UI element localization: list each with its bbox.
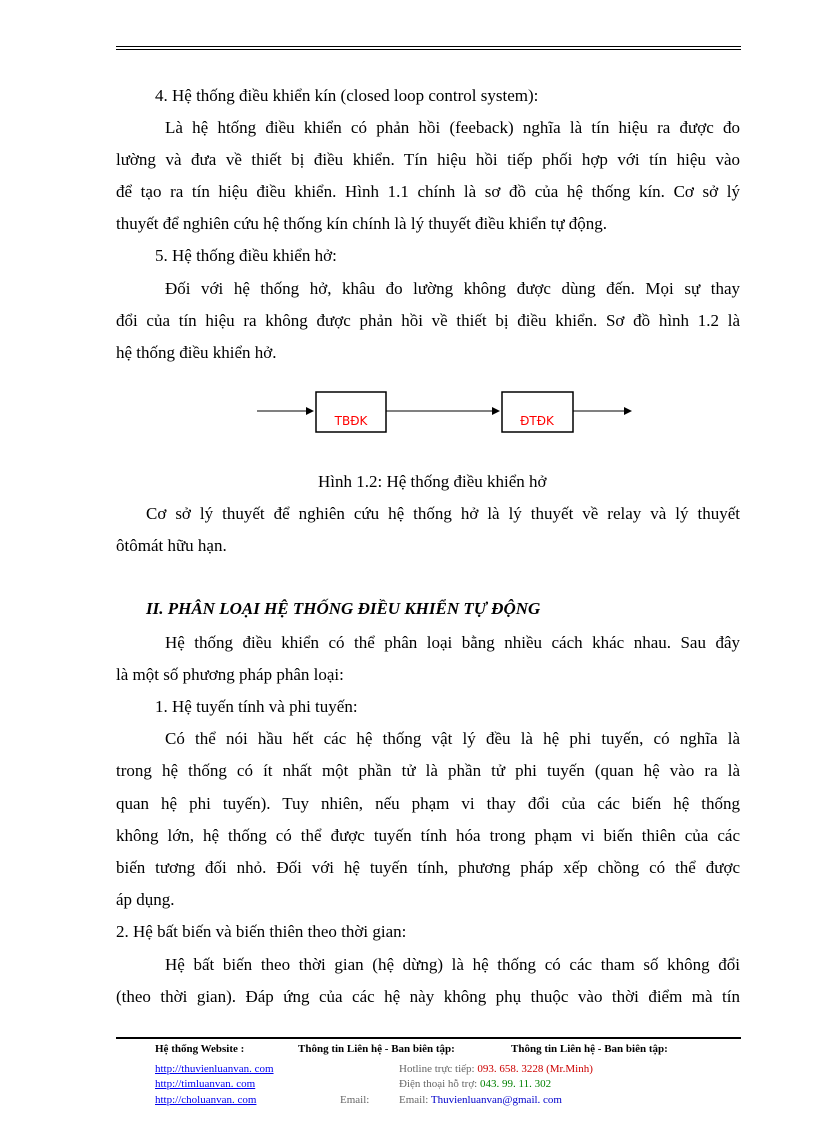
footer-rule (116, 1037, 741, 1039)
figure-caption: Hình 1.2: Hệ thống điều khiển hở (318, 472, 547, 491)
email-label: Email: (399, 1094, 431, 1106)
text-line: Là hệ htống điều khiển có phản hồi (feeback) nghĩa là tín hiệu ra được đo (165, 118, 740, 137)
text-line: áp dụng. (116, 890, 175, 909)
text-line: quan hệ phi tuyến). Tuy nhiên, nếu phạm vi thay đổi của các biến hệ thống (116, 794, 740, 813)
controller-block-label: TBĐK (334, 414, 368, 428)
hotline-value: 093. 658. 3228 (Mr.Minh) (477, 1063, 593, 1075)
text-line: hệ thống điều khiển hở. (116, 343, 277, 362)
footer-hotline (399, 1062, 593, 1076)
header-rule-bottom (116, 49, 741, 50)
open-loop-diagram (255, 390, 635, 434)
footer-link-choluanvan[interactable]: http://choluanvan. com (155, 1094, 257, 1106)
text-line: ôtômát hữu hạn. (116, 536, 227, 555)
text-line: để tạo ra tín hiệu điều khiển. Hình 1.1 chính là sơ đồ của hệ thống kín. Cơ sở lý (116, 182, 740, 201)
text-line: lường và đưa về thiết bị điều khiển. Tín hiệu hồi tiếp phối hợp với tín hiệu vào (116, 150, 740, 169)
text-line: là một số phương pháp phân loại: (116, 665, 344, 684)
footer-email (399, 1093, 562, 1107)
text-line: trong hệ thống có ít nhất một phần tử là phần tử phi tuyến (quan hệ vào ra là (116, 761, 740, 780)
footer-email-label-left: Email: (340, 1094, 370, 1106)
text-line: Đối với hệ thống hở, khâu đo lường không được dùng đến. Mọi sự thay (165, 279, 740, 298)
heading-closed-loop: 4. Hệ thống điều khiển kín (closed loop control system): (155, 86, 539, 105)
header-rule-top (116, 46, 741, 47)
email-value[interactable]: Thuvienluanvan@gmail. com (430, 1094, 562, 1106)
phone-label: Điện thoại hỗ trợ: (399, 1078, 480, 1090)
heading-open-loop: 5. Hệ thống điều khiển hở: (155, 246, 337, 265)
text-line: đổi của tín hiệu ra không được phản hồi về thiết bị điều khiển. Sơ đồ hình 1.2 là (116, 311, 740, 330)
hotline-label: Hotline trực tiếp: (399, 1063, 478, 1075)
phone-value: 043. 99. 11. 302 (479, 1078, 552, 1090)
text-line: biến tương đối nhỏ. Đối với hệ tuyến tính, phương pháp xếp chồng có thể được (116, 858, 740, 877)
text-line: Hệ bất biến theo thời gian (hệ dừng) là hệ thống có các tham số không đổi (165, 955, 740, 974)
footer-contact-title-2: Thông tin Liên hệ - Ban biên tập: (511, 1043, 668, 1055)
footer-contact-title: Thông tin Liên hệ - Ban biên tập: (298, 1043, 455, 1055)
plant-block-label: ĐTĐK (520, 414, 554, 428)
heading-linear: 1. Hệ tuyến tính và phi tuyến: (155, 697, 358, 716)
text-line: Cơ sở lý thuyết để nghiên cứu hệ thống hở là lý thuyết về relay và lý thuyết (146, 504, 740, 523)
footer-link-thuvienluanvan[interactable]: http://thuvienluanvan. com (155, 1063, 274, 1075)
footer-link-timluanvan[interactable]: http://timluanvan. com (155, 1078, 256, 1090)
footer-phone (399, 1077, 551, 1091)
text-line: không lớn, hệ thống có thể được tuyến tính hóa trong phạm vi biến thiên của các (116, 826, 740, 845)
text-line: Có thể nói hầu hết các hệ thống vật lý đều là hệ phi tuyến, có nghĩa là (165, 729, 740, 748)
text-line: (theo thời gian). Đáp ứng của các hệ này không phụ thuộc vào thời điểm mà tín (116, 987, 740, 1006)
section-title: II. PHÂN LOẠI HỆ THỐNG ĐIỀU KHIỂN TỰ ĐỘNG (146, 599, 541, 618)
text-line: thuyết để nghiên cứu hệ thống kín chính là lý thuyết điều khiển tự động. (116, 214, 608, 233)
heading-time-invariant: 2. Hệ bất biến và biến thiên theo thời gian: (116, 922, 407, 941)
footer-websites-title: Hệ thống Website : (155, 1043, 245, 1055)
text-line: Hệ thống điều khiển có thể phân loại bằng nhiều cách khác nhau. Sau đây (165, 633, 740, 652)
